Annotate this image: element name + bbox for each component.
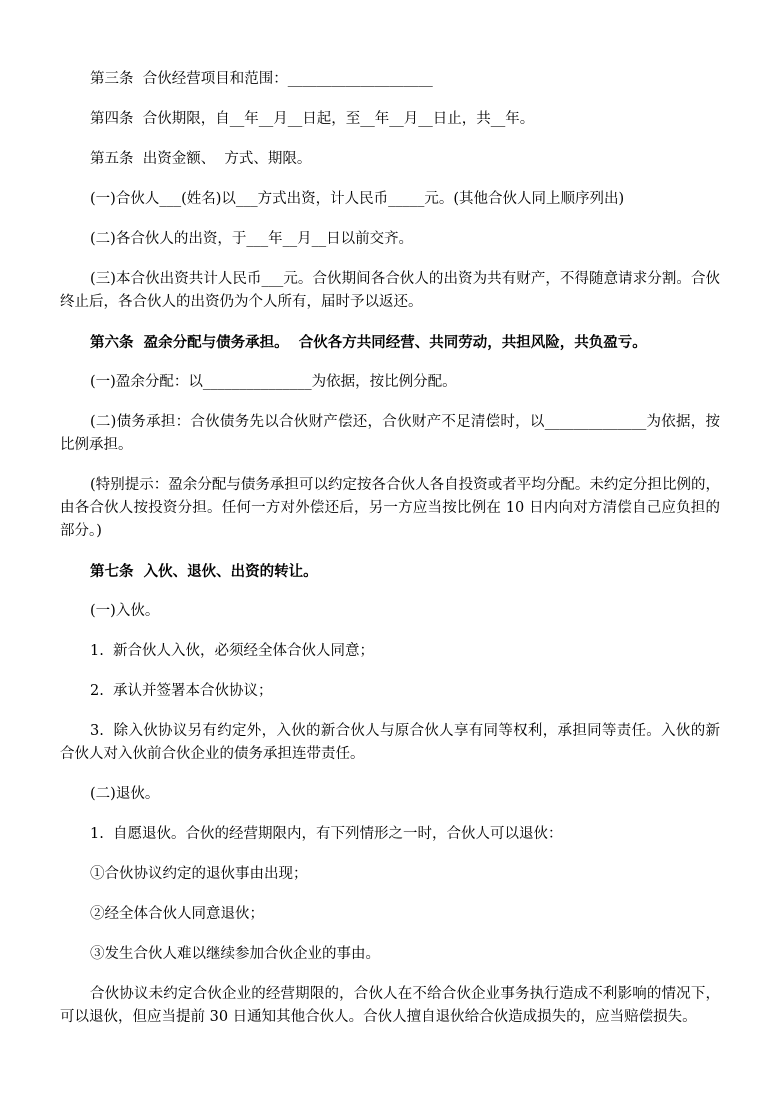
article-5-contribution: 第五条 出资金额、 方式、期限。	[90, 151, 312, 167]
document-body	[60, 68, 720, 1046]
article-6-heading: 第六条 盈余分配与债务承担。 合伙各方共同经营、共同劳动，共担风险，共负盈亏。	[90, 334, 647, 351]
article-3-scope: 第三条 合伙经营项目和范围：____________________	[90, 71, 433, 87]
article-6-note: (特别提示：盈余分配与债务承担可以约定按各合伙人各自投资或者平均分配。未约定分担比例的，由各合伙人按投资分担。任何一方对外偿还后，另一方应当按比例在 10 日内向对方清偿自己应负担的部分。)	[60, 477, 720, 539]
article-7-heading: 第七条 入伙、退伙、出资的转让。	[90, 563, 318, 580]
withdrawal-condition-3: ③发生合伙人难以继续参加合伙企业的事由。	[90, 946, 380, 962]
withdrawal-condition-1: ①合伙协议约定的退伙事由出现；	[90, 866, 308, 882]
article-5-item-1: (一)合伙人___(姓名)以___方式出资，计人民币_____元。(其他合伙人同上顺序列出)	[90, 191, 625, 207]
article-5-item-2: (二)各合伙人的出资，于___年__月__日以前交齐。	[90, 231, 414, 247]
article-4-term: 第四条 合伙期限，自__年__月__日起，至__年__月__日止，共__年。	[90, 111, 535, 127]
article-7-withdrawal-1: 1. 自愿退伙。合伙的经营期限内，有下列情形之一时，合伙人可以退伙：	[90, 826, 563, 842]
article-5-item-3: (三)本合伙出资共计人民币___元。合伙期间各合伙人的出资为共有财产，不得随意请求分割。合伙终止后，各合伙人的出资仍为个人所有，届时予以返还。	[60, 271, 720, 310]
withdrawal-condition-2: ②经全体合伙人同意退伙；	[90, 906, 264, 922]
article-7-withdrawal: (二)退伙。	[90, 786, 160, 802]
article-7-joining-1: 1. 新合伙人入伙，必须经全体合伙人同意；	[90, 643, 375, 659]
withdrawal-no-term: 合伙协议未约定合伙企业的经营期限的，合伙人在不给合伙企业事务执行造成不利影响的情况下，可以退伙，但应当提前 30 日通知其他合伙人。合伙人擅自退伙给合伙造成损失的，应当赔偿损失。	[60, 986, 720, 1025]
article-6-item-2: (二)债务承担：合伙债务先以合伙财产偿还，合伙财产不足清偿时，以______________为依据，按比例承担。	[60, 414, 720, 453]
article-6-item-1: (一)盈余分配：以_______________为依据，按比例分配。	[90, 374, 457, 390]
article-7-joining-2: 2. 承认并签署本合伙协议；	[90, 683, 273, 699]
article-7-joining: (一)入伙。	[90, 603, 160, 619]
article-7-joining-3: 3. 除入伙协议另有约定外，入伙的新合伙人与原合伙人享有同等权利，承担同等责任。入伙的新合伙人对入伙前合伙企业的债务承担连带责任。	[60, 723, 720, 762]
